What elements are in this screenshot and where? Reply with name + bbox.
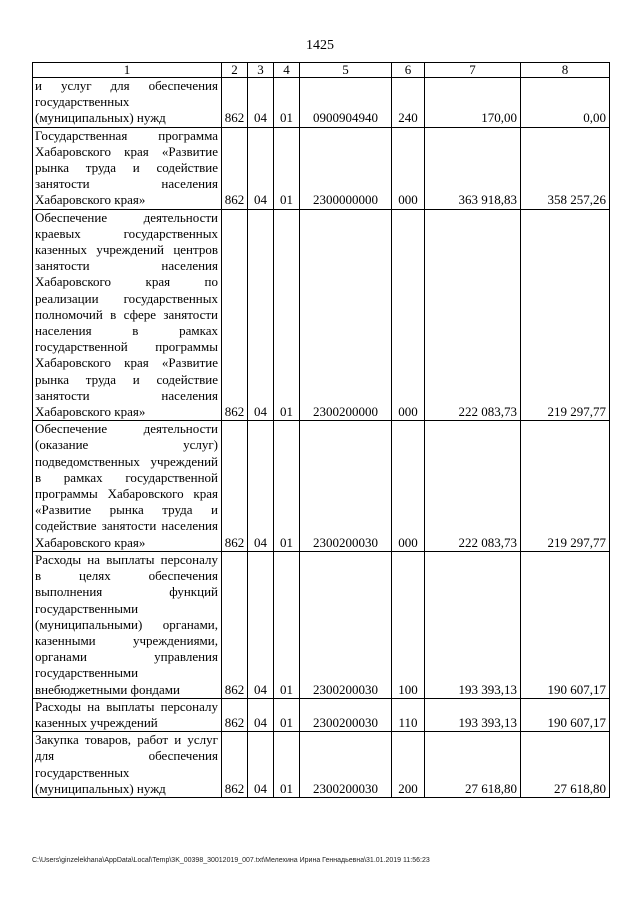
amount-cell-col8: 190 607,17	[521, 698, 610, 731]
row-name-cell: Закупка товаров, работ и услуг для обеспечения государственных (муниципальных) нужд	[33, 732, 222, 798]
subsection-code-cell: 01	[274, 732, 300, 798]
amount-cell-col7: 222 083,73	[425, 209, 521, 421]
subsection-code-cell: 01	[274, 78, 300, 128]
row-name-cell: и услуг для обеспечения государственных (муниципальных) нужд	[33, 78, 222, 128]
amount-cell-col8: 190 607,17	[521, 551, 610, 698]
table-row	[33, 78, 610, 128]
row-name-cell: Обеспечение деятельности краевых государственных казенных учреждений центров занятости населения Хабаровского края по реализации государственных полномочий в сфере занятости населения в рамках государственной программы Хабаровского края «Развитие рынка труда и содействие занятости населения Хабаровского края»	[33, 209, 222, 421]
section-code-cell: 04	[248, 732, 274, 798]
column-header: 5	[300, 63, 392, 78]
target-article-cell: 2300200030	[300, 551, 392, 698]
amount-cell-col8: 27 618,80	[521, 732, 610, 798]
amount-cell-col8: 358 257,26	[521, 127, 610, 209]
subsection-code-cell: 01	[274, 127, 300, 209]
column-header: 3	[248, 63, 274, 78]
ministry-code-cell: 862	[222, 421, 248, 552]
row-name-cell: Обеспечение деятельности (оказание услуг) подведомственных учреждений в рамках государственной программы Хабаровского края «Развитие рынка труда и содействие занятости населения Хабаровского края»	[33, 421, 222, 552]
ministry-code-cell: 862	[222, 209, 248, 421]
section-code-cell: 04	[248, 78, 274, 128]
ministry-code-cell: 862	[222, 78, 248, 128]
amount-cell-col8: 0,00	[521, 78, 610, 128]
target-article-cell: 2300000000	[300, 127, 392, 209]
subsection-code-cell: 01	[274, 698, 300, 731]
amount-cell-col7: 27 618,80	[425, 732, 521, 798]
section-code-cell: 04	[248, 127, 274, 209]
subsection-code-cell: 01	[274, 209, 300, 421]
amount-cell-col7: 193 393,13	[425, 551, 521, 698]
amount-cell-col8: 219 297,77	[521, 421, 610, 552]
expense-type-cell: 000	[392, 209, 425, 421]
expense-type-cell: 000	[392, 421, 425, 552]
row-name-cell: Расходы на выплаты персоналу в целях обеспечения выполнения функций государственными (муниципальными) органами, казенными учреждениями, органами управления государственными внебюджетными фондами	[33, 551, 222, 698]
table-row	[33, 127, 610, 209]
column-header: 8	[521, 63, 610, 78]
amount-cell-col7: 222 083,73	[425, 421, 521, 552]
table-row	[33, 209, 610, 421]
ministry-code-cell: 862	[222, 551, 248, 698]
ministry-code-cell: 862	[222, 698, 248, 731]
table-row	[33, 421, 610, 552]
ministry-code-cell: 862	[222, 732, 248, 798]
subsection-code-cell: 01	[274, 551, 300, 698]
expense-type-cell: 240	[392, 78, 425, 128]
table-row	[33, 698, 610, 731]
column-header: 2	[222, 63, 248, 78]
section-code-cell: 04	[248, 698, 274, 731]
column-header: 6	[392, 63, 425, 78]
column-header: 1	[33, 63, 222, 78]
header-row	[33, 63, 610, 78]
page-number: 1425	[306, 38, 334, 53]
table-row	[33, 732, 610, 798]
column-header: 7	[425, 63, 521, 78]
row-name-cell: Расходы на выплаты персоналу казенных учреждений	[33, 698, 222, 731]
amount-cell-col7: 363 918,83	[425, 127, 521, 209]
expense-type-cell: 000	[392, 127, 425, 209]
ministry-code-cell: 862	[222, 127, 248, 209]
target-article-cell: 2300200030	[300, 421, 392, 552]
target-article-cell: 2300200030	[300, 732, 392, 798]
table-row	[33, 551, 610, 698]
target-article-cell: 2300200030	[300, 698, 392, 731]
expense-type-cell: 110	[392, 698, 425, 731]
amount-cell-col8: 219 297,77	[521, 209, 610, 421]
section-code-cell: 04	[248, 421, 274, 552]
target-article-cell: 2300200000	[300, 209, 392, 421]
section-code-cell: 04	[248, 551, 274, 698]
target-article-cell: 0900904940	[300, 78, 392, 128]
section-code-cell: 04	[248, 209, 274, 421]
amount-cell-col7: 170,00	[425, 78, 521, 128]
expense-type-cell: 100	[392, 551, 425, 698]
file-path-footer: C:\Users\ginzelekhana\AppData\Local\Temp\3K_00398_30012019_007.txt\Мелехина Ирина Геннадьевна\31.01.2019 11:56:23	[32, 857, 430, 864]
expense-type-cell: 200	[392, 732, 425, 798]
column-header: 4	[274, 63, 300, 78]
subsection-code-cell: 01	[274, 421, 300, 552]
amount-cell-col7: 193 393,13	[425, 698, 521, 731]
row-name-cell: Государственная программа Хабаровского края «Развитие рынка труда и содействие занятости населения Хабаровского края»	[33, 127, 222, 209]
budget-table	[32, 62, 610, 798]
